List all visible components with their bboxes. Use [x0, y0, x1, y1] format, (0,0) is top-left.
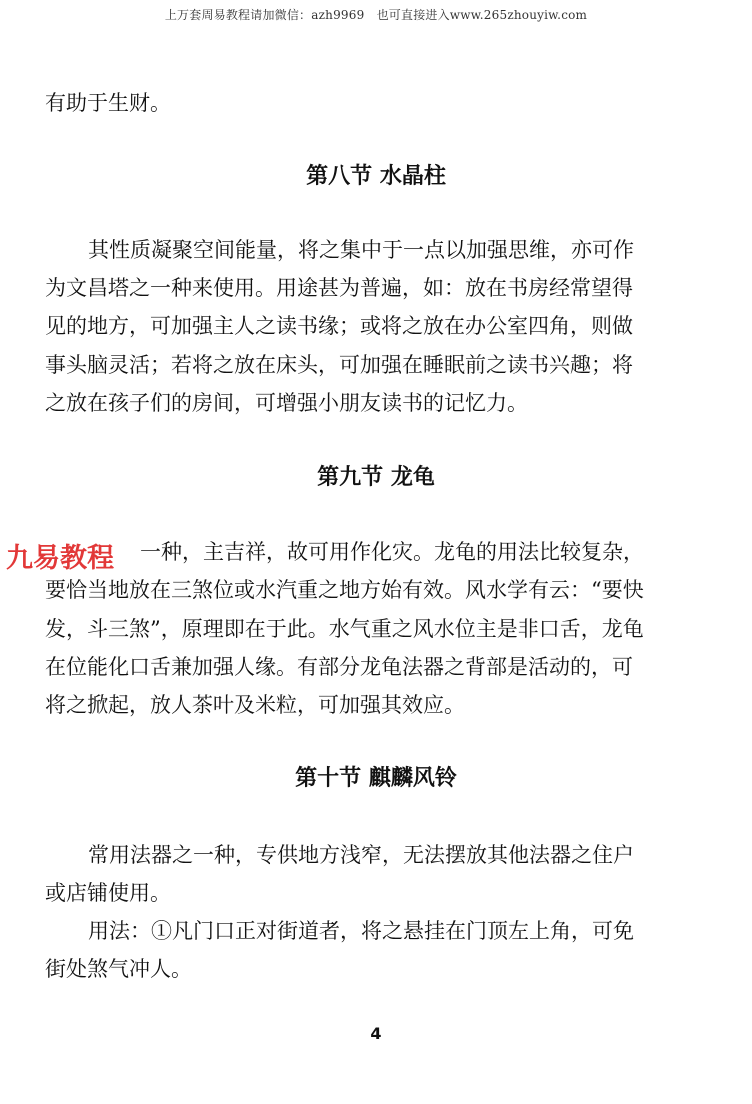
paragraph-line: 有助于生财。	[45, 91, 171, 115]
paragraph-line: 或店铺使用。	[45, 881, 171, 905]
paragraph-line: 其性质凝聚空间能量，将之集中于一点以加强思维，亦可作	[88, 238, 634, 262]
paragraph-line: 用法：①凡门口正对街道者，将之悬挂在门顶左上角，可免	[88, 919, 634, 943]
watermark-logo-text: 九易教程	[6, 543, 114, 574]
paragraph-line: 街处煞气冲人。	[45, 957, 192, 981]
paragraph-line: 将之掀起，放人茶叶及米粒，可加强其效应。	[45, 693, 465, 717]
paragraph-line: 见的地方，可加强主人之读书缘；或将之放在办公室四角，则做	[45, 314, 633, 338]
paragraph-line: 为文昌塔之一种来使用。用途甚为普遍，如：放在书房经常望得	[45, 276, 633, 300]
paragraph-line: 事头脑灵活；若将之放在床头，可加强在睡眠前之读书兴趣；将	[45, 353, 633, 377]
paragraph-line: 发，斗三煞”，原理即在于此。水气重之风水位主是非口舌，龙龟	[45, 617, 644, 641]
paragraph-line: 常用法器之一种，专供地方浅窄，无法摆放其他法器之住户	[88, 843, 634, 867]
section-heading-crystal-pillar: 第八节 水晶柱	[306, 164, 446, 189]
paragraph-line: 要恰当地放在三煞位或水汽重之地方始有效。风水学有云：“要快	[45, 578, 644, 602]
section-heading-qilin-wind-chime: 第十节 麒麟风铃	[295, 766, 457, 791]
section-heading-dragon-turtle: 第九节 龙龟	[317, 465, 435, 490]
paragraph-line: 一种，主吉祥，故可用作化灾。龙龟的用法比较复杂，	[140, 540, 644, 564]
header-watermark-text: 上万套周易教程请加微信：azh9969 也可直接进入www.265zhouyiw.com	[164, 8, 588, 22]
paragraph-line: 在位能化口舌兼加强人缘。有部分龙龟法器之背部是活动的，可	[45, 655, 633, 679]
paragraph-line: 之放在孩子们的房间，可增强小朋友读书的记忆力。	[45, 391, 528, 415]
page-number: 4	[370, 1024, 382, 1043]
